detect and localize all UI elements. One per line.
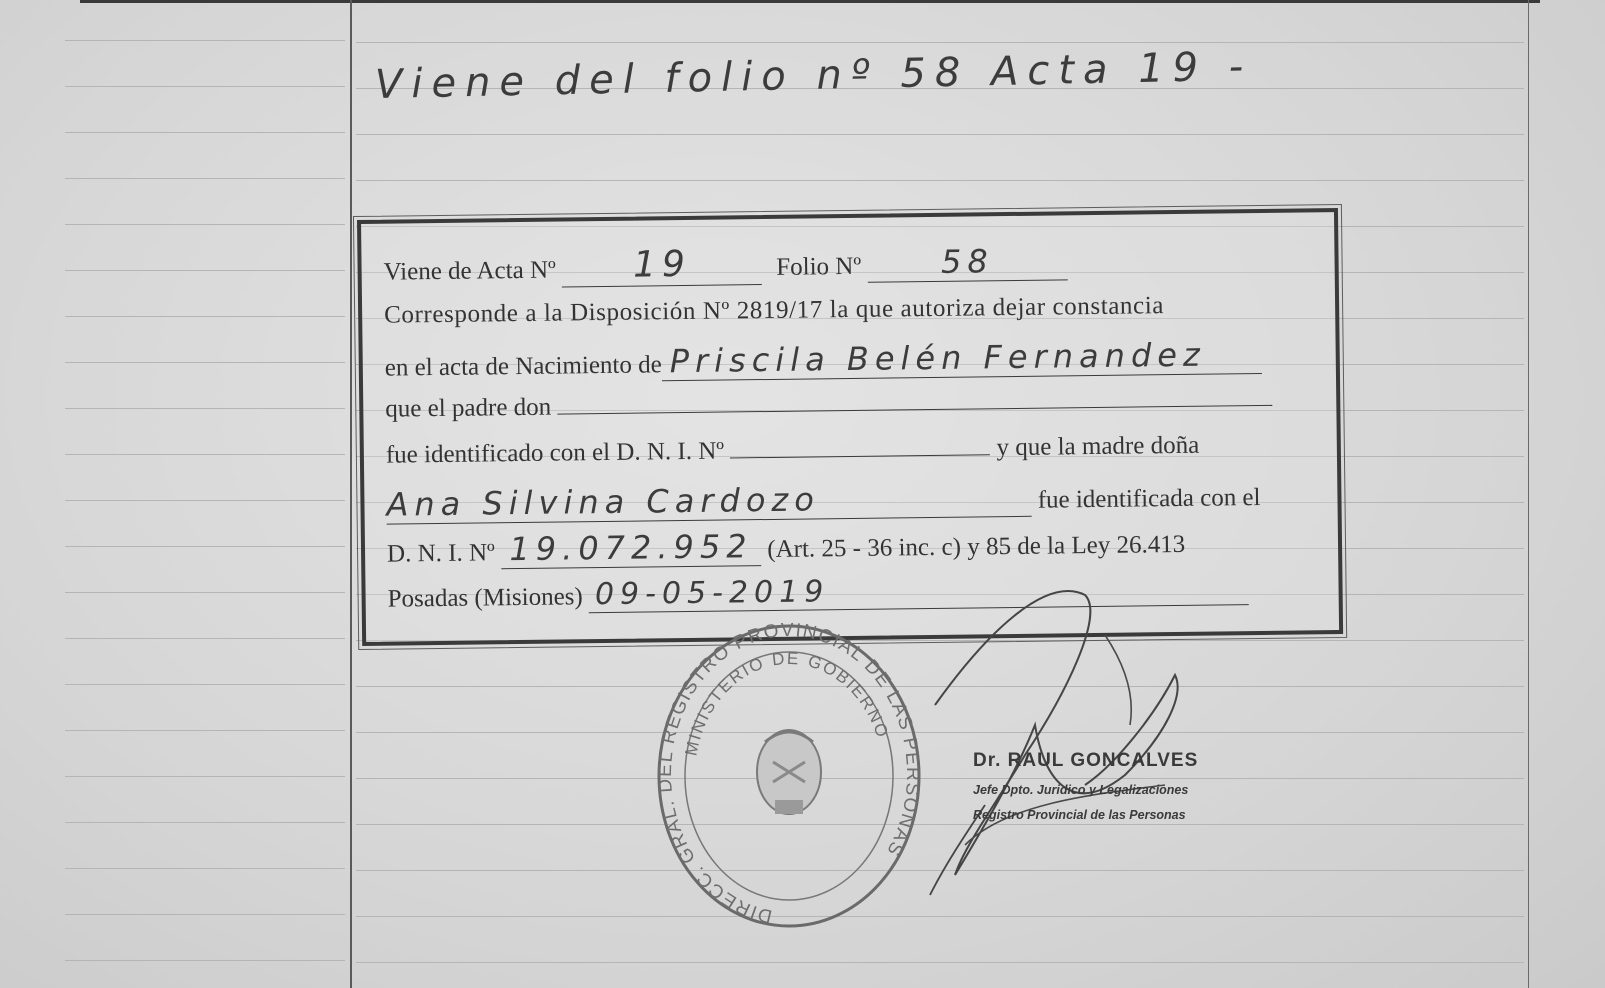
ruled-line-left [65, 960, 345, 961]
ruled-line-right [356, 134, 1524, 135]
official-seal [655, 622, 923, 930]
signatory-name: Dr. RAUL GONCALVES [973, 750, 1199, 771]
madre-label: y que la madre doña [996, 431, 1200, 462]
coat-of-arms-icon [757, 730, 821, 814]
ruled-line-left [65, 316, 345, 317]
padre-label: que el padre don [385, 393, 552, 423]
ruled-line-left [65, 684, 345, 685]
stamp-row-disposicion: Corresponde a la Disposición Nº 2819/17 la que autoriza dejar constancia [383, 292, 1165, 329]
ruled-line-left [65, 132, 345, 133]
right-margin-line [1528, 0, 1529, 988]
handwritten-signature [925, 575, 1225, 905]
ruled-line-left [65, 224, 345, 225]
fecha: 09-05-2019 [594, 574, 830, 613]
ruled-line-right [356, 42, 1524, 43]
header-handwritten-note: Viene del folio nº 58 Acta 19 - [374, 43, 1253, 108]
ruled-line-left [65, 362, 345, 363]
nombre-nacido: Priscila Belén Fernandez [669, 335, 1206, 381]
folio-number: 58 [940, 242, 994, 281]
top-border [80, 0, 1540, 3]
ruled-line-left [65, 86, 345, 87]
acta-nacimiento-label: en el acta de Nacimiento de [384, 351, 662, 382]
ruled-line-right [356, 180, 1524, 181]
ruled-line-left [65, 270, 345, 271]
ley-text: (Art. 25 - 36 inc. c) y 85 de la Ley 26.413 [767, 530, 1186, 564]
ruled-line-left [65, 638, 345, 639]
stamp-row-madre [386, 475, 1260, 525]
stamp-row-dni [387, 522, 1186, 571]
ruled-line-left [65, 868, 345, 869]
dni-madre: 19.072.952 [509, 527, 753, 569]
stamp-row-acta [383, 239, 1067, 289]
acta-label: Viene de Acta Nº [383, 256, 556, 286]
dni-label: D. N. I. Nº [386, 539, 495, 568]
ruled-line-left [65, 546, 345, 547]
stamp-row-nacimiento [385, 335, 1262, 385]
ruled-line-left [65, 408, 345, 409]
ruled-line-left [65, 592, 345, 593]
nombre-madre: Ana Silvina Cardozo [386, 480, 820, 524]
ruled-line-left [65, 454, 345, 455]
acta-number: 19 [632, 243, 692, 286]
ruled-line-left [65, 776, 345, 777]
left-margin-line [350, 0, 352, 988]
ruled-line-left [65, 178, 345, 179]
signatory-office: Registro Provincial de las Personas [973, 808, 1186, 822]
ruled-line-left [65, 730, 345, 731]
stamp-row-padre [385, 385, 1272, 424]
stamp-row-padre-dni [386, 432, 1200, 470]
madre-identificada-label: fue identificada con el [1037, 483, 1261, 514]
folio-label: Folio Nº [776, 252, 862, 281]
ruled-line-left [65, 822, 345, 823]
ruled-line-left [65, 914, 345, 915]
seal-inner-text: MINISTERIO DE GOBIERNO [681, 648, 893, 758]
ruled-line-right [356, 962, 1524, 963]
ruled-line-left [65, 40, 345, 41]
padre-dni-label: fue identificado con el D. N. I. Nº [385, 437, 725, 469]
ruled-line-right [356, 916, 1524, 917]
lugar: Posadas (Misiones) [387, 583, 583, 613]
signatory-role: Jefe Dpto. Juridico y Legalizaciones [973, 783, 1189, 797]
seal-outer-text: DIRECC. GRAL. DEL REGISTRO PROVINCIAL DE LAS PERSONAS [655, 622, 923, 927]
ruled-line-left [65, 500, 345, 501]
